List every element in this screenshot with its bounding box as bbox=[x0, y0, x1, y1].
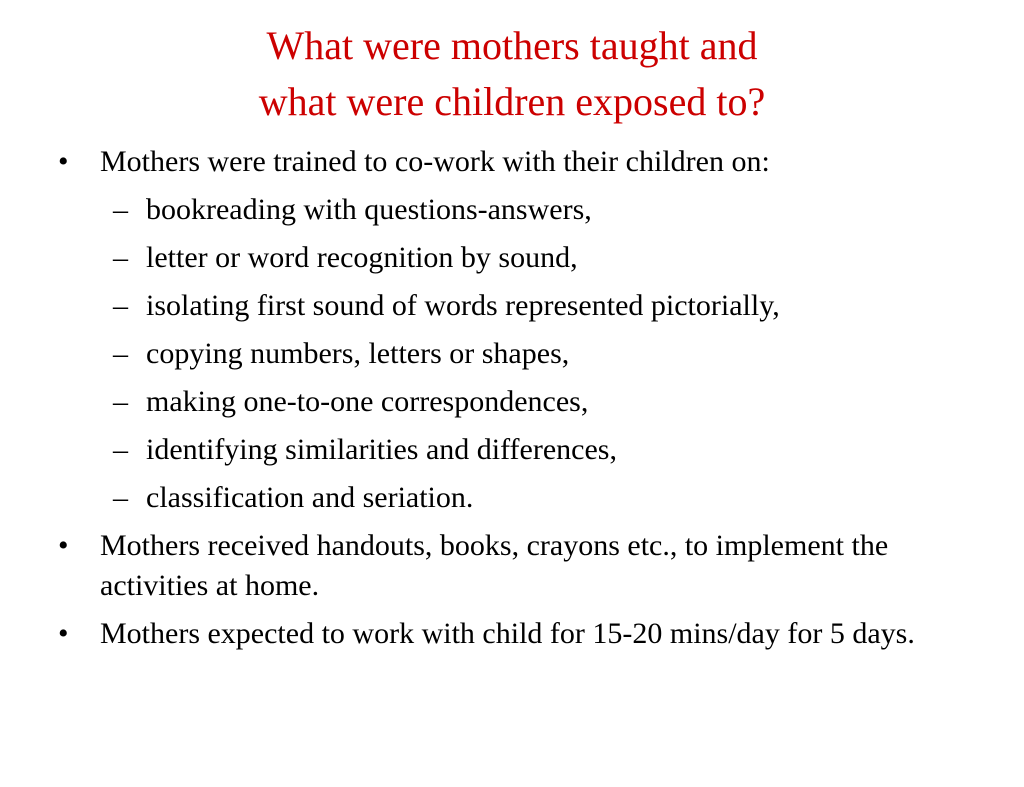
bullet-marker: • bbox=[58, 145, 69, 178]
bullet-marker: • bbox=[58, 529, 69, 562]
bullet-text: Mothers were trained to co-work with their children on: bbox=[100, 145, 770, 178]
sub-item-3 bbox=[0, 286, 986, 326]
title-line-2: what were children exposed to? bbox=[258, 79, 766, 124]
sub-item-text: bookreading with questions-answers, bbox=[146, 193, 592, 226]
sub-item-text: making one-to-one correspondences, bbox=[146, 385, 589, 418]
dash-marker: – bbox=[113, 289, 128, 322]
dash-marker: – bbox=[113, 481, 128, 514]
slide-body bbox=[0, 142, 1024, 662]
dash-marker: – bbox=[113, 193, 128, 226]
title-line-1: What were mothers taught and bbox=[266, 23, 758, 68]
dash-marker: – bbox=[113, 385, 128, 418]
sub-item-2 bbox=[0, 238, 986, 278]
dash-marker: – bbox=[113, 433, 128, 466]
bullet-text: Mothers received handouts, books, crayons etc., to implement the activities at home. bbox=[100, 529, 889, 602]
bullet-item-2 bbox=[0, 526, 940, 606]
sub-item-4 bbox=[0, 334, 986, 374]
sub-item-text: letter or word recognition by sound, bbox=[146, 241, 578, 274]
bullet-text: Mothers expected to work with child for 15-20 mins/day for 5 days. bbox=[100, 617, 915, 650]
sub-item-7 bbox=[0, 478, 986, 518]
sub-item-text: identifying similarities and differences, bbox=[146, 433, 617, 466]
bullet-marker: • bbox=[58, 617, 69, 650]
slide-title bbox=[0, 18, 1024, 130]
sub-item-text: classification and seriation. bbox=[146, 481, 474, 514]
sub-item-text: isolating first sound of words represented pictorially, bbox=[146, 289, 780, 322]
bullet-item-1 bbox=[0, 142, 940, 182]
dash-marker: – bbox=[113, 337, 128, 370]
bullet-item-3 bbox=[0, 614, 940, 654]
sub-item-5 bbox=[0, 382, 986, 422]
sub-item-text: copying numbers, letters or shapes, bbox=[146, 337, 570, 370]
dash-marker: – bbox=[113, 241, 128, 274]
sub-item-6 bbox=[0, 430, 986, 470]
sub-item-1 bbox=[0, 190, 986, 230]
